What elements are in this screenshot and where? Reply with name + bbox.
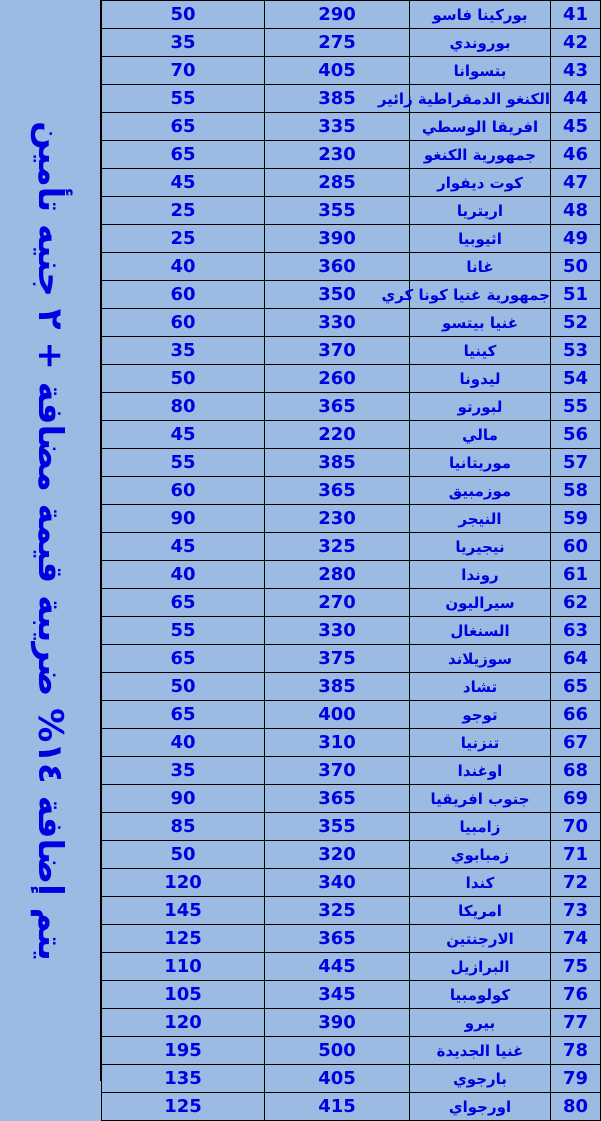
table-row: [102, 449, 601, 477]
row-number-cell: 75: [551, 953, 601, 981]
country-cell: موزمبيق: [410, 477, 551, 505]
row-number-cell: 60: [551, 533, 601, 561]
weight-cell: 365: [265, 477, 410, 505]
country-cell: تشاد: [410, 673, 551, 701]
country-cell: موريتانيا: [410, 449, 551, 477]
row-number-cell: 72: [551, 869, 601, 897]
row-number-cell: 50: [551, 253, 601, 281]
weight-cell: 500: [265, 1037, 410, 1065]
price-cell: 80: [102, 393, 265, 421]
row-number-cell: 52: [551, 309, 601, 337]
weight-cell: 230: [265, 505, 410, 533]
country-cell: جمهورية غنيا كونا كري: [410, 281, 551, 309]
table-row: [102, 869, 601, 897]
country-cell: بوركينا فاسو: [410, 1, 551, 29]
country-cell: غنيا الجديدة: [410, 1037, 551, 1065]
row-number-cell: 76: [551, 981, 601, 1009]
table-row: [102, 925, 601, 953]
rates-table-body: [102, 1, 601, 1121]
row-number-cell: 80: [551, 1093, 601, 1121]
weight-cell: 270: [265, 589, 410, 617]
tax-insurance-note: يتم إضافة ١٤% ضريبة قيمة مضافة + ٢ جنيه تأمين: [30, 120, 70, 961]
price-cell: 35: [102, 29, 265, 57]
row-number-cell: 67: [551, 729, 601, 757]
price-cell: 50: [102, 673, 265, 701]
weight-cell: 230: [265, 141, 410, 169]
weight-cell: 220: [265, 421, 410, 449]
price-cell: 65: [102, 645, 265, 673]
row-number-cell: 78: [551, 1037, 601, 1065]
row-number-cell: 48: [551, 197, 601, 225]
table-row: [102, 57, 601, 85]
table-row: [102, 85, 601, 113]
price-cell: 135: [102, 1065, 265, 1093]
country-cell: السنغال: [410, 617, 551, 645]
country-cell: ليدونا: [410, 365, 551, 393]
price-cell: 90: [102, 785, 265, 813]
table-row: [102, 1, 601, 29]
country-cell: كولومبيا: [410, 981, 551, 1009]
country-cell: بارجوي: [410, 1065, 551, 1093]
table-row: [102, 29, 601, 57]
row-number-cell: 51: [551, 281, 601, 309]
table-row: [102, 365, 601, 393]
weight-cell: 370: [265, 757, 410, 785]
row-number-cell: 57: [551, 449, 601, 477]
price-cell: 105: [102, 981, 265, 1009]
row-number-cell: 56: [551, 421, 601, 449]
row-number-cell: 49: [551, 225, 601, 253]
weight-cell: 375: [265, 645, 410, 673]
weight-cell: 350: [265, 281, 410, 309]
table-row: [102, 645, 601, 673]
row-number-cell: 64: [551, 645, 601, 673]
rates-table: [101, 0, 601, 1121]
weight-cell: 320: [265, 841, 410, 869]
row-number-cell: 71: [551, 841, 601, 869]
table-row: [102, 505, 601, 533]
table-row: [102, 1037, 601, 1065]
price-cell: 145: [102, 897, 265, 925]
table-row: [102, 981, 601, 1009]
table-row: [102, 253, 601, 281]
row-number-cell: 65: [551, 673, 601, 701]
weight-cell: 370: [265, 337, 410, 365]
row-number-cell: 45: [551, 113, 601, 141]
price-cell: 65: [102, 701, 265, 729]
country-cell: جمهورية الكنغو: [410, 141, 551, 169]
weight-cell: 285: [265, 169, 410, 197]
table-row: [102, 589, 601, 617]
weight-cell: 335: [265, 113, 410, 141]
country-cell: جنوب افريقيا: [410, 785, 551, 813]
country-cell: اورجواي: [410, 1093, 551, 1121]
table-row: [102, 421, 601, 449]
table-row: [102, 897, 601, 925]
price-cell: 35: [102, 757, 265, 785]
row-number-cell: 61: [551, 561, 601, 589]
weight-cell: 310: [265, 729, 410, 757]
price-cell: 50: [102, 1, 265, 29]
table-row: [102, 729, 601, 757]
row-number-cell: 68: [551, 757, 601, 785]
row-number-cell: 74: [551, 925, 601, 953]
country-cell: سوزيلاند: [410, 645, 551, 673]
country-cell: الارجنتين: [410, 925, 551, 953]
price-cell: 55: [102, 449, 265, 477]
row-number-cell: 54: [551, 365, 601, 393]
table-row: [102, 281, 601, 309]
row-number-cell: 42: [551, 29, 601, 57]
row-number-cell: 70: [551, 813, 601, 841]
country-cell: تنزنيا: [410, 729, 551, 757]
price-cell: 195: [102, 1037, 265, 1065]
price-cell: 110: [102, 953, 265, 981]
row-number-cell: 53: [551, 337, 601, 365]
weight-cell: 340: [265, 869, 410, 897]
table-row: [102, 309, 601, 337]
row-number-cell: 58: [551, 477, 601, 505]
country-cell: اريتريا: [410, 197, 551, 225]
country-cell: امريكا: [410, 897, 551, 925]
country-cell: بيرو: [410, 1009, 551, 1037]
weight-cell: 325: [265, 533, 410, 561]
price-cell: 90: [102, 505, 265, 533]
price-cell: 50: [102, 365, 265, 393]
price-cell: 55: [102, 85, 265, 113]
weight-cell: 405: [265, 1065, 410, 1093]
row-number-cell: 73: [551, 897, 601, 925]
price-cell: 125: [102, 925, 265, 953]
table-row: [102, 197, 601, 225]
table-row: [102, 813, 601, 841]
row-number-cell: 46: [551, 141, 601, 169]
price-cell: 60: [102, 309, 265, 337]
row-number-cell: 77: [551, 1009, 601, 1037]
country-cell: اوغندا: [410, 757, 551, 785]
country-cell: كندا: [410, 869, 551, 897]
country-cell: النيجر: [410, 505, 551, 533]
weight-cell: 400: [265, 701, 410, 729]
country-cell: بتسوانا: [410, 57, 551, 85]
weight-cell: 365: [265, 393, 410, 421]
price-cell: 40: [102, 253, 265, 281]
country-cell: لبورتو: [410, 393, 551, 421]
weight-cell: 385: [265, 449, 410, 477]
weight-cell: 365: [265, 925, 410, 953]
table-row: [102, 141, 601, 169]
row-number-cell: 79: [551, 1065, 601, 1093]
price-cell: 45: [102, 421, 265, 449]
row-number-cell: 44: [551, 85, 601, 113]
row-number-cell: 69: [551, 785, 601, 813]
table-row: [102, 225, 601, 253]
country-cell: الكنغو الدمقراطية زائير: [410, 85, 551, 113]
weight-cell: 280: [265, 561, 410, 589]
weight-cell: 415: [265, 1093, 410, 1121]
table-row: [102, 785, 601, 813]
weight-cell: 390: [265, 225, 410, 253]
weight-cell: 445: [265, 953, 410, 981]
weight-cell: 330: [265, 617, 410, 645]
country-cell: توجو: [410, 701, 551, 729]
table-row: [102, 617, 601, 645]
weight-cell: 290: [265, 1, 410, 29]
table-row: [102, 1009, 601, 1037]
table-row: [102, 841, 601, 869]
row-number-cell: 63: [551, 617, 601, 645]
country-cell: كينيا: [410, 337, 551, 365]
price-cell: 40: [102, 729, 265, 757]
table-row: [102, 337, 601, 365]
weight-cell: 260: [265, 365, 410, 393]
weight-cell: 365: [265, 785, 410, 813]
row-number-cell: 41: [551, 1, 601, 29]
price-cell: 45: [102, 169, 265, 197]
weight-cell: 275: [265, 29, 410, 57]
weight-cell: 330: [265, 309, 410, 337]
country-cell: زامبيا: [410, 813, 551, 841]
price-cell: 65: [102, 589, 265, 617]
price-cell: 125: [102, 1093, 265, 1121]
table-row: [102, 701, 601, 729]
weight-cell: 385: [265, 85, 410, 113]
country-cell: كوت ديفوار: [410, 169, 551, 197]
weight-cell: 355: [265, 813, 410, 841]
price-cell: 65: [102, 141, 265, 169]
price-cell: 40: [102, 561, 265, 589]
weight-cell: 355: [265, 197, 410, 225]
row-number-cell: 55: [551, 393, 601, 421]
country-cell: اثيوبيا: [410, 225, 551, 253]
weight-cell: 385: [265, 673, 410, 701]
table-row: [102, 169, 601, 197]
table-row: [102, 1065, 601, 1093]
weight-cell: 325: [265, 897, 410, 925]
price-cell: 65: [102, 113, 265, 141]
weight-cell: 405: [265, 57, 410, 85]
table-row: [102, 1093, 601, 1121]
price-cell: 35: [102, 337, 265, 365]
table-row: [102, 533, 601, 561]
country-cell: بوروندي: [410, 29, 551, 57]
price-cell: 25: [102, 197, 265, 225]
row-number-cell: 43: [551, 57, 601, 85]
country-cell: غانا: [410, 253, 551, 281]
table-row: [102, 953, 601, 981]
side-note-panel: [0, 0, 101, 1081]
row-number-cell: 47: [551, 169, 601, 197]
weight-cell: 390: [265, 1009, 410, 1037]
price-cell: 45: [102, 533, 265, 561]
price-cell: 120: [102, 869, 265, 897]
price-cell: 50: [102, 841, 265, 869]
row-number-cell: 66: [551, 701, 601, 729]
table-row: [102, 393, 601, 421]
table-row: [102, 673, 601, 701]
weight-cell: 360: [265, 253, 410, 281]
table-row: [102, 113, 601, 141]
country-cell: البرازيل: [410, 953, 551, 981]
country-cell: سيراليون: [410, 589, 551, 617]
price-cell: 60: [102, 477, 265, 505]
country-cell: غنيا بيتسو: [410, 309, 551, 337]
row-number-cell: 59: [551, 505, 601, 533]
country-cell: افريقا الوسطي: [410, 113, 551, 141]
country-cell: نيجيريا: [410, 533, 551, 561]
price-cell: 25: [102, 225, 265, 253]
price-cell: 85: [102, 813, 265, 841]
table-row: [102, 561, 601, 589]
table-row: [102, 477, 601, 505]
price-cell: 120: [102, 1009, 265, 1037]
price-cell: 70: [102, 57, 265, 85]
country-cell: زمبابوي: [410, 841, 551, 869]
price-cell: 60: [102, 281, 265, 309]
country-cell: مالي: [410, 421, 551, 449]
country-cell: روندا: [410, 561, 551, 589]
price-cell: 55: [102, 617, 265, 645]
table-row: [102, 757, 601, 785]
weight-cell: 345: [265, 981, 410, 1009]
row-number-cell: 62: [551, 589, 601, 617]
